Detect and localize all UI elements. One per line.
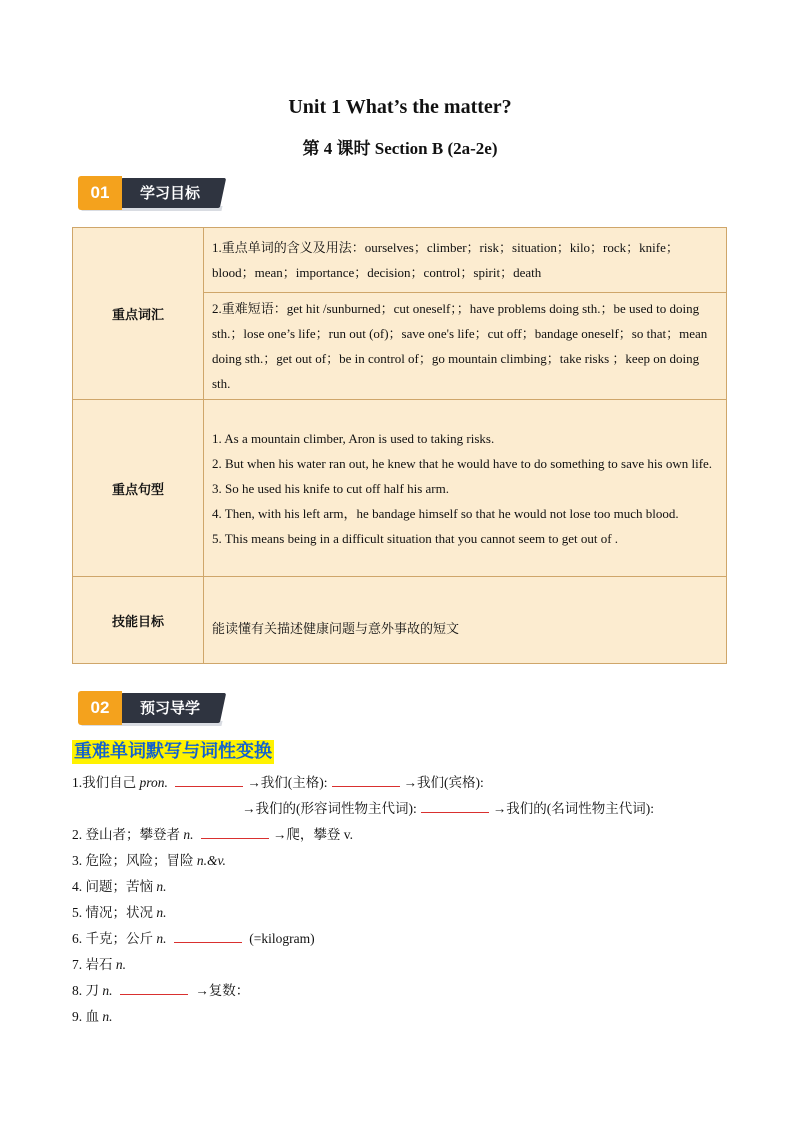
ex4-prompt: 4. 问题；苦恼 <box>72 879 153 894</box>
vocab-heading: 重点词汇 <box>73 228 204 400</box>
vocab-exercise-heading: 重难单词默写与词性变换 <box>74 741 272 762</box>
vocab-words-text: 1.重点单词的含义及用法：ourselves；climber；risk；situation；kilo；rock；knife；blood；mean；importance；decision；control；spirit；death <box>212 240 679 280</box>
vocab-words-cell <box>204 228 727 293</box>
ex1-object: →我们(宾格): <box>403 775 484 790</box>
badge-label-box <box>115 178 226 208</box>
badge-label: 学习目标 <box>140 184 201 202</box>
sentence-1: 1. As a mountain climber, Aron is used to taking risks. <box>212 430 495 446</box>
answer-blank[interactable] <box>120 980 188 995</box>
sentence-cell <box>204 400 727 577</box>
ex9-pos: n. <box>102 1009 113 1024</box>
ex1-adj-possessive: →我们的(形容词性物主代词): <box>242 801 417 816</box>
exercise-line-1 <box>72 770 732 796</box>
ex8-prompt: 8. 刀 <box>72 983 99 998</box>
lesson-subtitle: 第 4 课时 Section B (2a-2e) <box>302 139 498 158</box>
answer-blank[interactable] <box>421 798 489 813</box>
ex1-pos: pron. <box>139 775 168 790</box>
ex8-pos: n. <box>102 983 113 998</box>
exercise-line-5 <box>72 900 732 926</box>
sentence-3: 3. So he used his knife to cut off half his arm. <box>212 480 449 496</box>
document-title: Unit 1 What’s the matter? <box>288 96 512 118</box>
exercise-line-2 <box>72 822 732 848</box>
exercise-line-6 <box>72 926 732 952</box>
badge-number: 01 <box>78 176 122 210</box>
ex6-pos: n. <box>156 931 167 946</box>
learning-goals-table <box>72 227 727 664</box>
section-badge-preview <box>78 691 223 725</box>
ex5-prompt: 5. 情况；状况 <box>72 905 153 920</box>
exercise-line-9 <box>72 1004 732 1030</box>
ex3-prompt: 3. 危险；风险；冒险 <box>72 853 194 868</box>
ex5-pos: n. <box>156 905 167 920</box>
answer-blank[interactable] <box>175 772 243 787</box>
ex6-prompt: 6. 千克；公斤 <box>72 931 153 946</box>
badge-number: 02 <box>78 691 122 725</box>
vocab-phrases-text: 2.重难短语：get hit /sunburned；cut oneself；；have problems doing sth.；be used to doing sth.；lose one’s life；run out (of)；save one's life；cut off；bandage oneself；so that；mean doing sth.；get out of；be in control of；go mountain climbing；take risks ；keep on doing sth. <box>212 301 708 391</box>
ex3-pos: n.&v. <box>196 853 226 868</box>
section-badge-learning-goals <box>78 176 223 210</box>
sentence-4: 4. Then, with his left arm，he bandage himself so that he would not lose too much blood. <box>212 505 679 521</box>
sentence-2: 2. But when his water ran out, he knew that he would have to do something to save his own life. <box>212 455 713 471</box>
ex2-verb: →爬，攀登 v. <box>272 827 353 842</box>
ex9-prompt: 9. 血 <box>72 1009 99 1024</box>
skill-heading: 技能目标 <box>73 577 204 664</box>
badge-label: 预习导学 <box>140 699 201 717</box>
ex2-pos: n. <box>183 827 194 842</box>
answer-blank[interactable] <box>201 824 269 839</box>
ex2-prompt: 2. 登山者；攀登者 <box>72 827 180 842</box>
skill-cell <box>204 577 727 664</box>
ex4-pos: n. <box>156 879 167 894</box>
exercise-line-4 <box>72 874 732 900</box>
answer-blank[interactable] <box>174 928 242 943</box>
exercise-line-7 <box>72 952 732 978</box>
vocab-phrases-cell <box>204 293 727 400</box>
ex1-noun-possessive: →我们的(名词性物主代词): <box>492 801 654 816</box>
ex7-prompt: 7. 岩石 <box>72 957 113 972</box>
badge-label-box <box>115 693 226 723</box>
ex1-prompt: 1.我们自己 <box>72 775 137 790</box>
ex7-pos: n. <box>115 957 126 972</box>
ex8-plural: →复数： <box>195 983 250 998</box>
sentence-5: 5. This means being in a difficult situation that you cannot seem to get out of . <box>212 530 619 546</box>
ex6-note: (=kilogram) <box>249 931 315 946</box>
exercise-line-1b <box>72 796 732 822</box>
skill-text: 能读懂有关描述健康问题与意外事故的短文 <box>212 620 460 636</box>
ex1-subject: →我们(主格): <box>247 775 328 790</box>
sentence-heading: 重点句型 <box>73 400 204 577</box>
answer-blank[interactable] <box>332 772 400 787</box>
exercise-line-8 <box>72 978 732 1004</box>
vocab-exercise-list <box>72 770 732 1030</box>
exercise-line-3 <box>72 848 732 874</box>
